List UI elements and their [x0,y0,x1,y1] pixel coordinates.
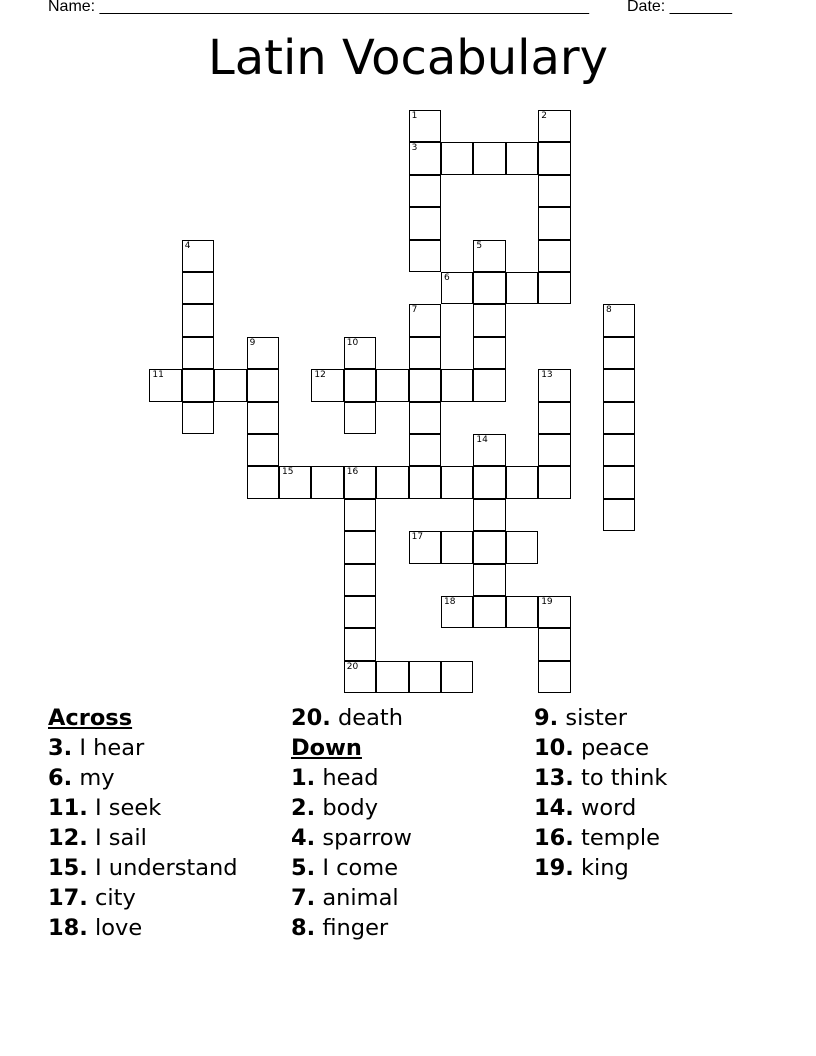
grid-cell [441,466,473,498]
clue-number: 2 [541,111,547,121]
grid-cell [182,402,214,434]
clue-column-2 [291,703,412,943]
down-clue: 7. animal [291,885,399,911]
grid-cell [409,531,441,563]
grid-cell [603,304,635,336]
grid-cell [473,596,505,628]
grid-cell [538,466,570,498]
across-heading: Across [48,705,133,731]
grid-cell [344,337,376,369]
grid-cell [214,369,246,401]
grid-cell [409,337,441,369]
grid-cell [149,369,181,401]
date-field-label: Date: _______ [627,0,732,15]
down-clue: 8. finger [291,915,389,941]
grid-cell [409,175,441,207]
grid-cell [182,272,214,304]
across-clue: 17. city [48,885,136,911]
across-clue: 11. I seek [48,795,162,821]
grid-cell [506,272,538,304]
grid-cell [603,466,635,498]
grid-cell [473,272,505,304]
grid-cell [182,304,214,336]
down-clue: 16. temple [534,825,660,851]
grid-cell [247,466,279,498]
grid-cell [344,628,376,660]
grid-cell [603,337,635,369]
grid-cell [409,240,441,272]
grid-cell [247,434,279,466]
grid-cell [344,596,376,628]
clue-number: 15 [282,467,294,478]
grid-cell [538,661,570,693]
grid-cell [538,240,570,272]
grid-cell [441,272,473,304]
grid-cell [344,402,376,434]
down-clue: 10. peace [534,735,650,761]
down-clue: 4. sparrow [291,825,412,851]
down-clue: 9. sister [534,705,627,731]
clue-number: 18 [444,597,456,607]
across-clue: 18. love [48,915,143,941]
grid-cell [279,466,311,498]
grid-cell [409,207,441,239]
grid-cell [538,369,570,401]
grid-cell [344,564,376,596]
clue-number: 4 [184,240,191,251]
grid-cell [376,466,408,498]
clue-number: 9 [249,337,256,348]
across-clue: 12. I sail [48,825,147,851]
grid-cell [247,402,279,434]
grid-cell [473,369,505,401]
grid-cell [473,142,505,174]
down-clue: 19. king [534,855,629,881]
grid-cell [603,434,635,466]
grid-cell [247,337,279,369]
grid-cell [182,240,214,272]
down-clue: 14. word [534,795,637,821]
grid-cell [409,369,441,401]
grid-cell [441,142,473,174]
grid-cell [376,661,408,693]
page-title: Latin Vocabulary [207,30,609,86]
down-clue: 13. to think [534,765,668,791]
grid-cell [506,466,538,498]
grid-cell [506,531,538,563]
grid-cell [441,369,473,401]
grid-cell [506,142,538,174]
grid-cell [538,175,570,207]
clue-number: 12 [314,370,326,381]
clue-number: 14 [476,435,488,445]
grid-cell [603,402,635,434]
grid-cell [182,337,214,369]
clue-number: 17 [411,532,424,543]
grid-cell [409,304,441,336]
clue-number: 10 [346,337,359,348]
clue-column-1 [48,703,238,943]
grid-cell [538,628,570,660]
grid-cell [441,661,473,693]
grid-cell [344,531,376,563]
clue-number: 19 [541,597,553,607]
grid-cell [409,434,441,466]
grid-cell [182,369,214,401]
grid-cell [473,564,505,596]
grid-cell [538,142,570,174]
clue-number: 13 [541,370,553,381]
across-clue: 6. my [48,765,115,791]
clue-number: 16 [346,467,359,478]
grid-cell [473,240,505,272]
clue-number: 5 [476,240,483,251]
grid-cell [603,369,635,401]
grid-cell [538,434,570,466]
grid-cell [538,207,570,239]
grid-cell [538,272,570,304]
clue-column-3 [534,703,667,883]
grid-cell [473,499,505,531]
grid-cell [409,466,441,498]
clue-number: 1 [411,111,418,121]
clue-number: 11 [152,370,164,381]
grid-cell [538,596,570,628]
grid-cell [409,661,441,693]
grid-cell [473,304,505,336]
grid-cell [538,110,570,142]
grid-cell [473,531,505,563]
across-clue: 15. I understand [48,855,238,881]
grid-cell [473,466,505,498]
grid-cell [376,369,408,401]
across-clue: 3. I hear [48,735,145,761]
grid-cell [506,596,538,628]
down-heading: Down [291,735,362,761]
grid-cell [344,466,376,498]
grid-cell [441,531,473,563]
grid-cell [311,369,343,401]
across-clue: 20. death [291,705,404,731]
clue-number: 8 [606,305,612,316]
clue-number: 20 [346,661,359,672]
clue-number: 6 [444,273,450,283]
grid-cell [344,499,376,531]
down-clue: 2. body [291,795,379,821]
clue-number: 3 [411,143,418,154]
grid-cell [247,369,279,401]
grid-cell [311,466,343,498]
grid-cell [409,110,441,142]
grid-cell [344,661,376,693]
grid-cell [409,402,441,434]
grid-cell [344,369,376,401]
grid-cell [409,142,441,174]
grid-cell [441,596,473,628]
name-field-label: Name: _______________________________________________________ [48,0,589,15]
clue-number: 7 [411,305,418,316]
grid-cell [473,337,505,369]
grid-cell [473,434,505,466]
grid-cell [538,402,570,434]
down-clue: 1. head [291,765,379,791]
down-clue: 5. I come [291,855,399,881]
grid-cell [603,499,635,531]
